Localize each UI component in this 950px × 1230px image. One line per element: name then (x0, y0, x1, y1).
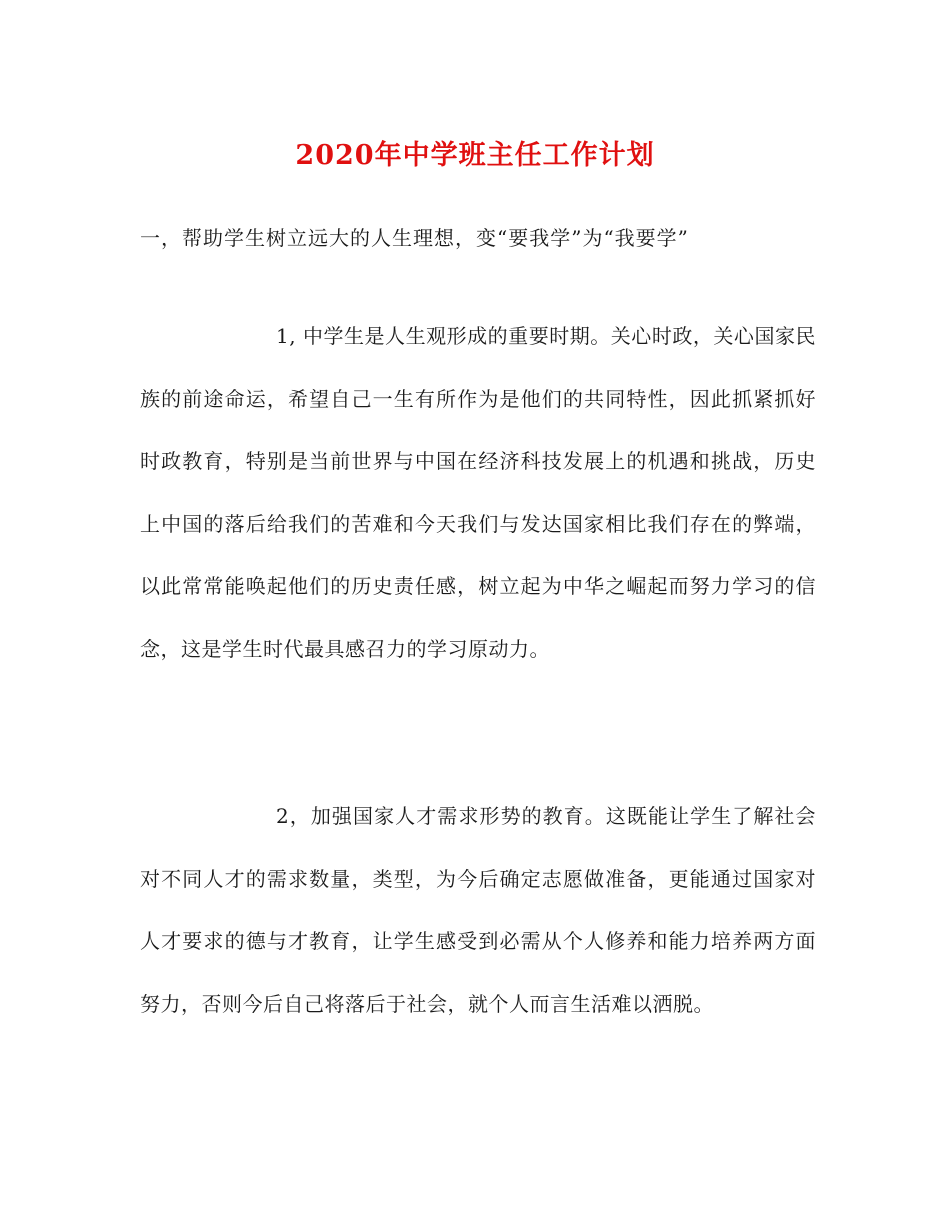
paragraph-1: 1, 中学生是人生观形成的重要时期。关心时政，关心国家民族的前途命运，希望自己一生有所作为是他们的共同特性，因此抓紧抓好时政教育，特别是当前世界与中国在经济科技发展上的机遇和挑战，历史上中国的落后给我们的苦难和今天我们与发达国家相比我们存在的弊端，以此常常能唤起他们的历史责任感，树立起为中华之崛起而努力学习的信念，这是学生时代最具感召力的学习原动力。 (140, 324, 816, 661)
section-heading: 一，帮助学生树立远大的人生理想，变“要我学”为“我要学” (140, 226, 689, 250)
paragraph-2: 2，加强国家人才需求形势的教育。这既能让学生了解社会对不同人才的需求数量，类型，为今后确定志愿做准备，更能通过国家对人才要求的德与才教育，让学生感受到必需从个人修养和能力培养两方面努力，否则今后自己将落后于社会，就个人而言生活难以洒脱。 (140, 804, 816, 1016)
document-title: 2020年中学班主任工作计划 (295, 140, 655, 171)
